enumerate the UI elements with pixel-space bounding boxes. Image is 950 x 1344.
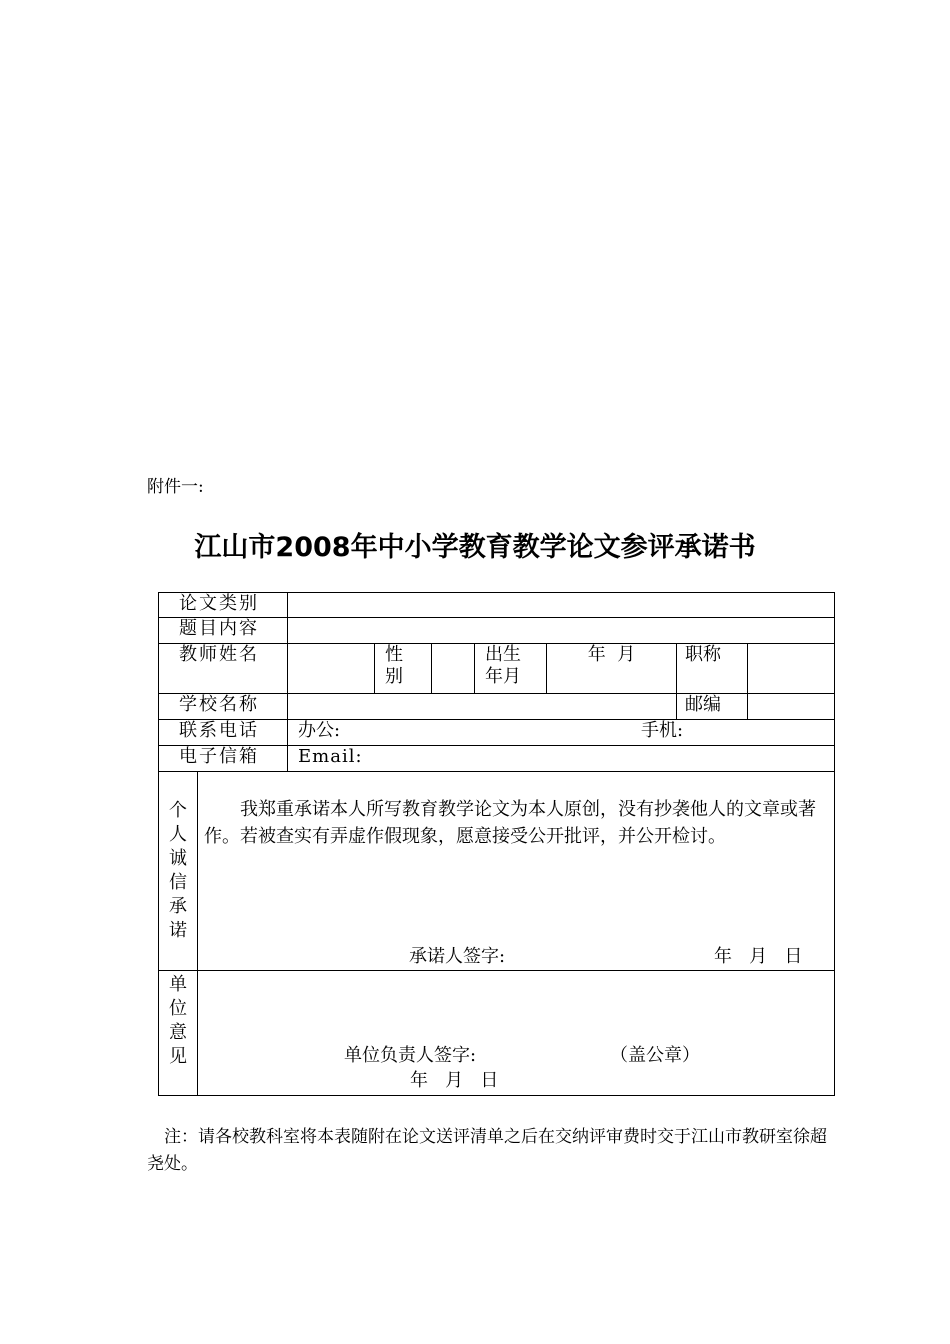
- email-label: Email:: [298, 746, 363, 767]
- gender-field[interactable]: [432, 644, 475, 694]
- job-title-label: 职称: [677, 644, 748, 694]
- school-field[interactable]: [288, 694, 677, 720]
- office-phone-label: 办公:: [298, 720, 341, 741]
- topic-label: 题目内容: [159, 618, 288, 644]
- pledge-sign-label: 承诺人签字:: [409, 946, 506, 967]
- gender-label-line1: 性: [385, 644, 403, 665]
- unit-sign-label: 单位负责人签字:: [344, 1045, 477, 1066]
- unit-content: [198, 971, 835, 1096]
- unit-char-3: 意: [169, 1022, 187, 1043]
- pledge-content: [198, 772, 835, 971]
- unit-date: 年 月 日: [410, 1070, 499, 1091]
- phone-label: 联系电话: [159, 720, 288, 746]
- school-label: 学校名称: [159, 694, 288, 720]
- topic-field[interactable]: [288, 618, 835, 644]
- pledge-char-5: 承: [169, 896, 187, 917]
- unit-section-label: [159, 971, 198, 1096]
- birth-label: [475, 644, 547, 694]
- attachment-label: 附件一:: [147, 477, 204, 497]
- pledge-form: [158, 592, 835, 1096]
- job-title-field[interactable]: [748, 644, 835, 694]
- postcode-label: 邮编: [677, 694, 748, 720]
- pledge-char-6: 诺: [169, 920, 187, 941]
- gender-label: [375, 644, 432, 694]
- seal-label: （盖公章）: [610, 1045, 700, 1066]
- email-section-label: 电子信箱: [159, 746, 288, 772]
- category-field[interactable]: [288, 593, 835, 618]
- pledge-text: 我郑重承诺本人所写教育教学论文为本人原创，没有抄袭他人的文章或著作。若被查实有弄虚作假现象，愿意接受公开批评，并公开检讨。: [204, 799, 816, 847]
- footnote-text: 注：请各校教科室将本表随附在论文送评清单之后在交纳评审费时交于江山市教研室徐超尧处。: [147, 1127, 827, 1174]
- phone-field[interactable]: [288, 720, 835, 746]
- unit-char-4: 见: [169, 1046, 187, 1067]
- teacher-name-label: 教师姓名: [159, 644, 288, 694]
- unit-char-2: 位: [169, 998, 187, 1019]
- pledge-char-4: 信: [169, 872, 187, 893]
- pledge-date: 年 月 日: [714, 946, 803, 967]
- teacher-name-field[interactable]: [288, 644, 375, 694]
- pledge-section-label: [159, 772, 198, 971]
- birth-year-month[interactable]: 年 月: [547, 644, 677, 694]
- postcode-field[interactable]: [748, 694, 835, 720]
- unit-char-1: 单: [169, 974, 187, 995]
- pledge-char-3: 诚: [169, 848, 187, 869]
- mobile-phone-label: 手机:: [641, 720, 684, 741]
- page-title: 江山市2008年中小学教育教学论文参评承诺书: [194, 532, 756, 563]
- pledge-char-1: 个: [169, 800, 187, 821]
- gender-label-line2: 别: [385, 666, 403, 687]
- footnote: [147, 1124, 827, 1178]
- category-label: 论文类别: [159, 593, 288, 618]
- birth-label-line2: 年月: [485, 666, 521, 687]
- email-field[interactable]: [288, 746, 835, 772]
- pledge-char-2: 人: [169, 824, 187, 845]
- birth-label-line1: 出生: [485, 644, 521, 665]
